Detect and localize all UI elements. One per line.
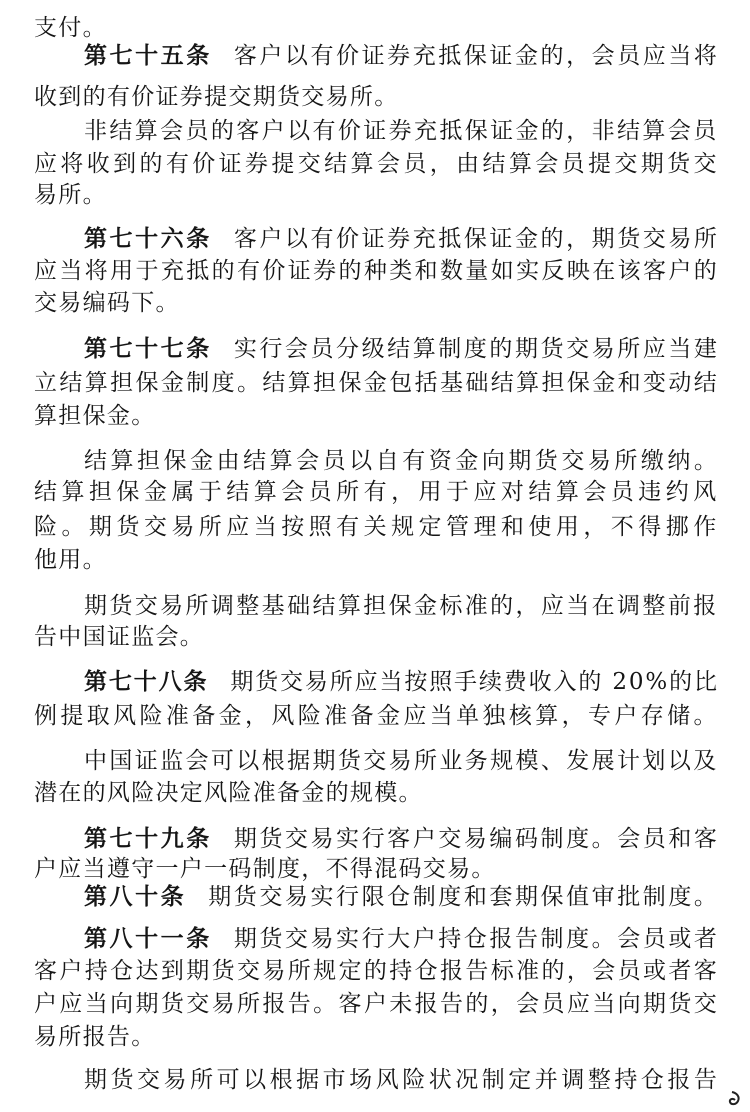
text-line xyxy=(84,747,719,775)
line-text: 期货交易所应当按照手续费收入的 20%的比 xyxy=(230,669,719,695)
text-line xyxy=(84,925,719,953)
line-text: 客户以有价证券充抵保证金的，会员应当将 xyxy=(233,43,720,69)
line-text: 应将收到的有价证券提交结算会员，由结算会员提交期货交 xyxy=(34,151,720,177)
line-text: 期货交易实行客户交易编码制度。会员和客 xyxy=(233,826,720,852)
text-line xyxy=(34,957,719,985)
text-line xyxy=(34,855,496,883)
text-line xyxy=(34,150,720,178)
line-text: 告中国证监会。 xyxy=(34,624,205,650)
text-line xyxy=(34,513,721,541)
text-line xyxy=(34,702,720,730)
line-text: 客户以有价证券充抵保证金的，期货交易所 xyxy=(233,226,720,252)
text-line xyxy=(84,447,720,475)
line-text: 潜在的风险决定风险准备金的规模。 xyxy=(34,780,423,806)
line-text: 期货交易实行大户持仓报告制度。会员或者 xyxy=(233,926,720,952)
article-number: 第七十九条 xyxy=(84,826,212,852)
line-text: 立结算担保金制度。结算担保金包括基础结算担保金和变动结 xyxy=(34,370,720,396)
line-text: 结算担保金由结算会员以自有资金向期货交易所缴纳。 xyxy=(84,448,721,474)
line-text: 例提取风险准备金，风险准备金应当单独核算，专户存储。 xyxy=(34,703,720,729)
text-line xyxy=(34,83,399,111)
page-corner-mark xyxy=(728,1090,742,1108)
text-line xyxy=(84,883,719,911)
line-text: 期货交易所可以根据市场风险状况制定并调整持仓报告 xyxy=(84,1067,721,1093)
article-number: 第七十五条 xyxy=(84,43,212,69)
text-line xyxy=(34,181,107,209)
line-text: 易所。 xyxy=(34,182,107,208)
text-line xyxy=(34,990,719,1018)
article-number: 第七十六条 xyxy=(84,226,212,252)
article-number: 第八十一条 xyxy=(84,926,212,952)
text-line xyxy=(34,14,107,42)
line-text: 算担保金。 xyxy=(34,403,156,429)
line-text: 支付。 xyxy=(34,15,107,41)
text-line xyxy=(34,289,180,317)
line-text: 户应当遵守一户一码制度，不得混码交易。 xyxy=(34,856,496,882)
line-text: 险。期货交易所应当按照有关规定管理和使用，不得挪作 xyxy=(34,514,721,540)
line-text: 结算担保金属于结算会员所有，用于应对结算会员违约风 xyxy=(34,479,721,505)
line-text: 户应当向期货交易所报告。客户未报告的，会员应当向期货交 xyxy=(34,991,720,1017)
text-line xyxy=(84,42,719,70)
line-text: 交易编码下。 xyxy=(34,290,180,316)
text-line xyxy=(84,592,719,620)
line-text: 收到的有价证券提交期货交易所。 xyxy=(34,84,399,110)
line-text: 期货交易实行限仓制度和套期保值审批制度。 xyxy=(208,884,720,910)
text-line xyxy=(84,668,719,696)
text-line xyxy=(84,335,719,363)
article-number: 第七十八条 xyxy=(84,669,209,695)
text-line xyxy=(34,623,204,651)
line-text: 应当将用于充抵的有价证券的种类和数量如实反映在该客户的 xyxy=(34,258,720,284)
text-line xyxy=(34,546,107,574)
article-number: 第七十七条 xyxy=(84,336,212,362)
line-text: 实行会员分级结算制度的期货交易所应当建 xyxy=(233,336,720,362)
line-text: 中国证监会可以根据期货交易所业务规模、发展计划以及 xyxy=(84,748,719,774)
text-line xyxy=(34,369,719,397)
text-line xyxy=(34,478,721,506)
text-line xyxy=(84,225,719,253)
article-number: 第八十条 xyxy=(84,884,187,910)
text-line xyxy=(84,825,719,853)
line-text: 他用。 xyxy=(34,547,107,573)
line-text: 客户持仓达到期货交易所规定的持仓报告标准的，会员或者客 xyxy=(34,958,720,984)
line-text: 期货交易所调整基础结算担保金标准的，应当在调整前报 xyxy=(84,593,719,619)
text-line xyxy=(34,257,719,285)
line-text: 易所报告。 xyxy=(34,1024,156,1050)
text-line xyxy=(34,402,156,430)
text-line xyxy=(84,117,719,145)
text-line xyxy=(34,779,423,807)
line-text: 非结算会员的客户以有价证券充抵保证金的，非结算会员 xyxy=(84,118,719,144)
text-line xyxy=(84,1066,720,1094)
text-line xyxy=(34,1023,156,1051)
